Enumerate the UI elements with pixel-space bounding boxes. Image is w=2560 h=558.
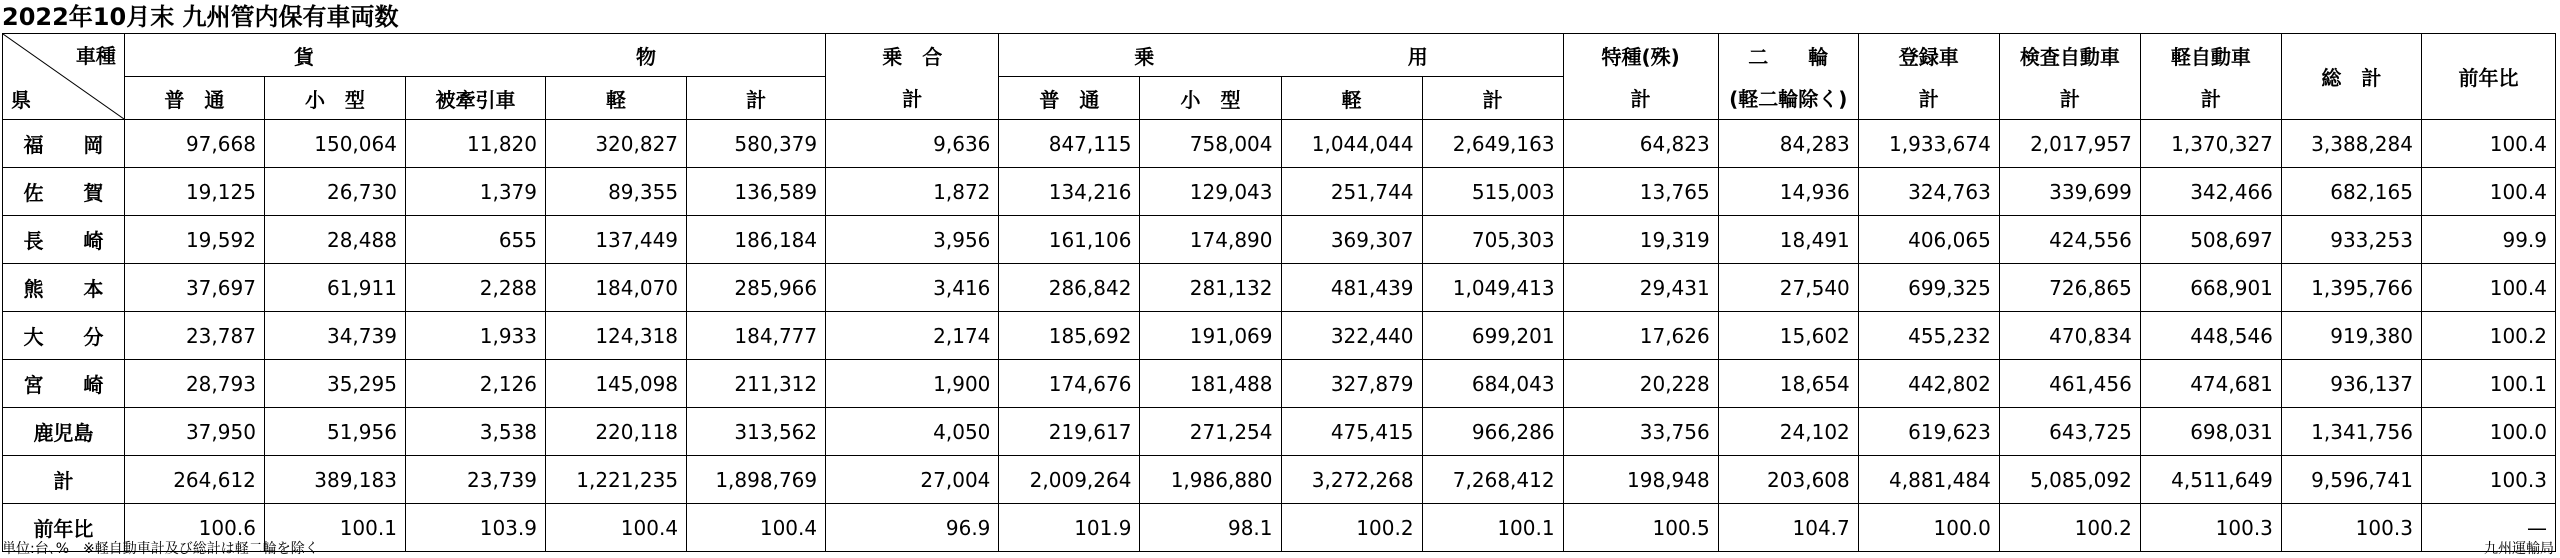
table-cell: 324,763 [1858, 168, 1999, 216]
table-cell: 643,725 [1999, 408, 2140, 456]
table-cell: 99.9 [2421, 216, 2555, 264]
table-cell: 134,216 [999, 168, 1140, 216]
kei-header: 軽自動車 [2140, 34, 2281, 77]
table-cell: 448,546 [2140, 312, 2281, 360]
passenger-group-char-2: 用 [1407, 44, 1428, 69]
table-cell: 1,395,766 [2281, 264, 2421, 312]
row-label: 鹿児島 [3, 408, 125, 456]
table-cell: 100.3 [2281, 504, 2421, 552]
kei-subheader: 計 [2140, 77, 2281, 120]
table-cell: 27,540 [1718, 264, 1858, 312]
table-cell: 369,307 [1281, 216, 1422, 264]
table-cell: 2,288 [405, 264, 545, 312]
table-cell: 100.0 [2421, 408, 2555, 456]
table-cell: 699,325 [1858, 264, 1999, 312]
table-cell: 682,165 [2281, 168, 2421, 216]
row-label: 熊 本 [3, 264, 125, 312]
table-row [3, 168, 2556, 216]
table-cell: 271,254 [1140, 408, 1281, 456]
bus-header: 乗 合 [826, 34, 999, 77]
table-cell: 35,295 [264, 360, 405, 408]
corner-prefecture-label: 県 [11, 88, 31, 112]
table-cell: 1,933 [405, 312, 545, 360]
table-cell: 515,003 [1422, 168, 1563, 216]
table-cell: 174,890 [1140, 216, 1281, 264]
inspected-subheader: 計 [1999, 77, 2140, 120]
bus-subheader: 計 [826, 77, 999, 120]
table-cell: 11,820 [405, 120, 545, 168]
table-cell: 1,900 [826, 360, 999, 408]
table-cell: 461,456 [1999, 360, 2140, 408]
table-cell: 18,654 [1718, 360, 1858, 408]
table-cell: 100.1 [1422, 504, 1563, 552]
twowheel-header: 二 輪 [1718, 34, 1858, 77]
table-cell: 145,098 [546, 360, 687, 408]
table-cell: 100.4 [2421, 264, 2555, 312]
table-cell: 3,388,284 [2281, 120, 2421, 168]
table-cell: 124,318 [546, 312, 687, 360]
table-cell: 2,017,957 [1999, 120, 2140, 168]
table-cell: 508,697 [2140, 216, 2281, 264]
cargo-group-char-2: 物 [636, 44, 657, 69]
table-cell: 27,004 [826, 456, 999, 504]
table-cell: 100.1 [264, 504, 405, 552]
table-cell: 64,823 [1563, 120, 1718, 168]
twowheel-subheader: (軽二輪除く) [1718, 77, 1858, 120]
table-cell: 1,379 [405, 168, 545, 216]
inspected-header: 検査自動車 [1999, 34, 2140, 77]
table-row [3, 216, 2556, 264]
table-cell: 251,744 [1281, 168, 1422, 216]
table-cell: 220,118 [546, 408, 687, 456]
table-cell: 181,488 [1140, 360, 1281, 408]
table-cell: 51,956 [264, 408, 405, 456]
table-cell: 24,102 [1718, 408, 1858, 456]
table-cell: 136,589 [687, 168, 826, 216]
table-cell: 847,115 [999, 120, 1140, 168]
table-cell: 15,602 [1718, 312, 1858, 360]
table-row [3, 120, 2556, 168]
source-label: 九州運輸局 [2484, 541, 2554, 557]
table-cell: 470,834 [1999, 312, 2140, 360]
table-cell: 699,201 [1422, 312, 1563, 360]
table-cell: 29,431 [1563, 264, 1718, 312]
table-cell: 100.4 [2421, 168, 2555, 216]
table-cell: 442,802 [1858, 360, 1999, 408]
table-cell: 758,004 [1140, 120, 1281, 168]
table-cell: 9,596,741 [2281, 456, 2421, 504]
table-cell: 2,174 [826, 312, 999, 360]
passenger-col-kei: 軽 [1281, 77, 1422, 120]
special-header: 特種(殊) [1563, 34, 1718, 77]
table-cell: 933,253 [2281, 216, 2421, 264]
row-label: 福 岡 [3, 120, 125, 168]
passenger-group-header [999, 34, 1563, 77]
table-cell: 100.4 [687, 504, 826, 552]
table-cell: 97,668 [124, 120, 264, 168]
cargo-group-header [124, 34, 825, 77]
table-cell: 100.2 [1999, 504, 2140, 552]
row-label: 前年比 [3, 504, 125, 552]
table-cell: 1,370,327 [2140, 120, 2281, 168]
table-cell: 424,556 [1999, 216, 2140, 264]
table-cell: 19,592 [124, 216, 264, 264]
table-cell: 101.9 [999, 504, 1140, 552]
table-cell: 174,676 [999, 360, 1140, 408]
table-cell: 3,416 [826, 264, 999, 312]
table-cell: 84,283 [1718, 120, 1858, 168]
row-label: 計 [3, 456, 125, 504]
table-cell: 34,739 [264, 312, 405, 360]
table-cell: 96.9 [826, 504, 999, 552]
table-cell: 1,049,413 [1422, 264, 1563, 312]
table-cell: 264,612 [124, 456, 264, 504]
table-cell: 203,608 [1718, 456, 1858, 504]
table-cell: 668,901 [2140, 264, 2281, 312]
table-cell: 919,380 [2281, 312, 2421, 360]
table-cell: 3,272,268 [1281, 456, 1422, 504]
unit-note: 単位:台､% ※軽自動車計及び総計は軽二輪を除く [2, 541, 319, 557]
table-cell: 936,137 [2281, 360, 2421, 408]
table-cell: 28,793 [124, 360, 264, 408]
table-cell: 161,106 [999, 216, 1140, 264]
vehicle-count-table [2, 33, 2556, 552]
passenger-col-total: 計 [1422, 77, 1563, 120]
table-cell: 37,697 [124, 264, 264, 312]
table-cell: 104.7 [1718, 504, 1858, 552]
table-cell: 2,649,163 [1422, 120, 1563, 168]
table-cell: 100.4 [2421, 120, 2555, 168]
table-cell: 17,626 [1563, 312, 1718, 360]
table-cell: 186,184 [687, 216, 826, 264]
table-cell: 137,449 [546, 216, 687, 264]
table-cell: 129,043 [1140, 168, 1281, 216]
table-cell: 481,439 [1281, 264, 1422, 312]
table-cell: 14,936 [1718, 168, 1858, 216]
registered-header: 登録車 [1858, 34, 1999, 77]
table-cell: 698,031 [2140, 408, 2281, 456]
table-cell: 322,440 [1281, 312, 1422, 360]
table-cell: 211,312 [687, 360, 826, 408]
table-cell: 726,865 [1999, 264, 2140, 312]
table-cell: 1,044,044 [1281, 120, 1422, 168]
table-cell: 1,986,880 [1140, 456, 1281, 504]
table-cell: 219,617 [999, 408, 1140, 456]
table-cell: 580,379 [687, 120, 826, 168]
table-cell: 13,765 [1563, 168, 1718, 216]
table-cell: — [2421, 504, 2555, 552]
passenger-col-normal: 普 通 [999, 77, 1140, 120]
table-cell: 100.0 [1858, 504, 1999, 552]
table-cell: 198,948 [1563, 456, 1718, 504]
table-cell: 286,842 [999, 264, 1140, 312]
table-cell: 1,933,674 [1858, 120, 1999, 168]
total-header: 総 計 [2281, 34, 2421, 120]
table-cell: 1,341,756 [2281, 408, 2421, 456]
table-cell: 342,466 [2140, 168, 2281, 216]
page-title: 2022年10月末 九州管内保有車両数 [2, 3, 399, 31]
table-row [3, 264, 2556, 312]
cargo-group-char-1: 貨 [293, 44, 314, 69]
table-cell: 9,636 [826, 120, 999, 168]
table-cell: 4,881,484 [1858, 456, 1999, 504]
passenger-col-small: 小 型 [1140, 77, 1281, 120]
table-cell: 2,009,264 [999, 456, 1140, 504]
cargo-col-total: 計 [687, 77, 826, 120]
special-subheader: 計 [1563, 77, 1718, 120]
table-cell: 37,950 [124, 408, 264, 456]
table-cell: 966,286 [1422, 408, 1563, 456]
table-cell: 475,415 [1281, 408, 1422, 456]
cargo-col-trailer: 被牽引車 [405, 77, 545, 120]
table-row [3, 456, 2556, 504]
table-cell: 389,183 [264, 456, 405, 504]
table-cell: 20,228 [1563, 360, 1718, 408]
table-cell: 320,827 [546, 120, 687, 168]
table-cell: 4,511,649 [2140, 456, 2281, 504]
table-cell: 23,739 [405, 456, 545, 504]
table-cell: 191,069 [1140, 312, 1281, 360]
table-row [3, 312, 2556, 360]
table-cell: 18,491 [1718, 216, 1858, 264]
table-cell: 100.2 [1281, 504, 1422, 552]
yoy-header: 前年比 [2421, 34, 2555, 120]
table-cell: 61,911 [264, 264, 405, 312]
table-cell: 455,232 [1858, 312, 1999, 360]
corner-vehicle-type-label: 車種 [75, 44, 116, 68]
table-cell: 3,956 [826, 216, 999, 264]
table-cell: 103.9 [405, 504, 545, 552]
table-cell: 150,064 [264, 120, 405, 168]
cargo-col-normal: 普 通 [124, 77, 264, 120]
table-cell: 184,070 [546, 264, 687, 312]
table-cell: 100.3 [2140, 504, 2281, 552]
row-label: 大 分 [3, 312, 125, 360]
table-cell: 474,681 [2140, 360, 2281, 408]
table-cell: 184,777 [687, 312, 826, 360]
table-cell: 7,268,412 [1422, 456, 1563, 504]
table-cell: 98.1 [1140, 504, 1281, 552]
table-cell: 327,879 [1281, 360, 1422, 408]
corner-header [3, 34, 125, 120]
table-cell: 28,488 [264, 216, 405, 264]
table-cell: 3,538 [405, 408, 545, 456]
table-row [3, 360, 2556, 408]
table-cell: 100.2 [2421, 312, 2555, 360]
table-cell: 619,623 [1858, 408, 1999, 456]
table-cell: 1,898,769 [687, 456, 826, 504]
registered-subheader: 計 [1858, 77, 1999, 120]
cargo-col-kei: 軽 [546, 77, 687, 120]
table-cell: 100.4 [546, 504, 687, 552]
table-cell: 285,966 [687, 264, 826, 312]
table-row [3, 408, 2556, 456]
table-cell: 100.6 [124, 504, 264, 552]
table-cell: 655 [405, 216, 545, 264]
table-cell: 19,319 [1563, 216, 1718, 264]
cargo-col-small: 小 型 [264, 77, 405, 120]
table-cell: 705,303 [1422, 216, 1563, 264]
table-cell: 100.5 [1563, 504, 1718, 552]
row-label: 宮 崎 [3, 360, 125, 408]
row-label: 長 崎 [3, 216, 125, 264]
table-cell: 89,355 [546, 168, 687, 216]
table-cell: 100.3 [2421, 456, 2555, 504]
table-cell: 23,787 [124, 312, 264, 360]
table-cell: 684,043 [1422, 360, 1563, 408]
table-cell: 185,692 [999, 312, 1140, 360]
table-cell: 1,221,235 [546, 456, 687, 504]
passenger-group-char-1: 乗 [1134, 44, 1155, 69]
table-cell: 33,756 [1563, 408, 1718, 456]
table-body [3, 120, 2556, 552]
table-cell: 2,126 [405, 360, 545, 408]
table-cell: 19,125 [124, 168, 264, 216]
table-cell: 5,085,092 [1999, 456, 2140, 504]
table-cell: 339,699 [1999, 168, 2140, 216]
table-row [3, 504, 2556, 552]
table-cell: 100.1 [2421, 360, 2555, 408]
table-cell: 1,872 [826, 168, 999, 216]
table-cell: 4,050 [826, 408, 999, 456]
table-cell: 406,065 [1858, 216, 1999, 264]
row-label: 佐 賀 [3, 168, 125, 216]
table-cell: 26,730 [264, 168, 405, 216]
table-cell: 281,132 [1140, 264, 1281, 312]
table-cell: 313,562 [687, 408, 826, 456]
